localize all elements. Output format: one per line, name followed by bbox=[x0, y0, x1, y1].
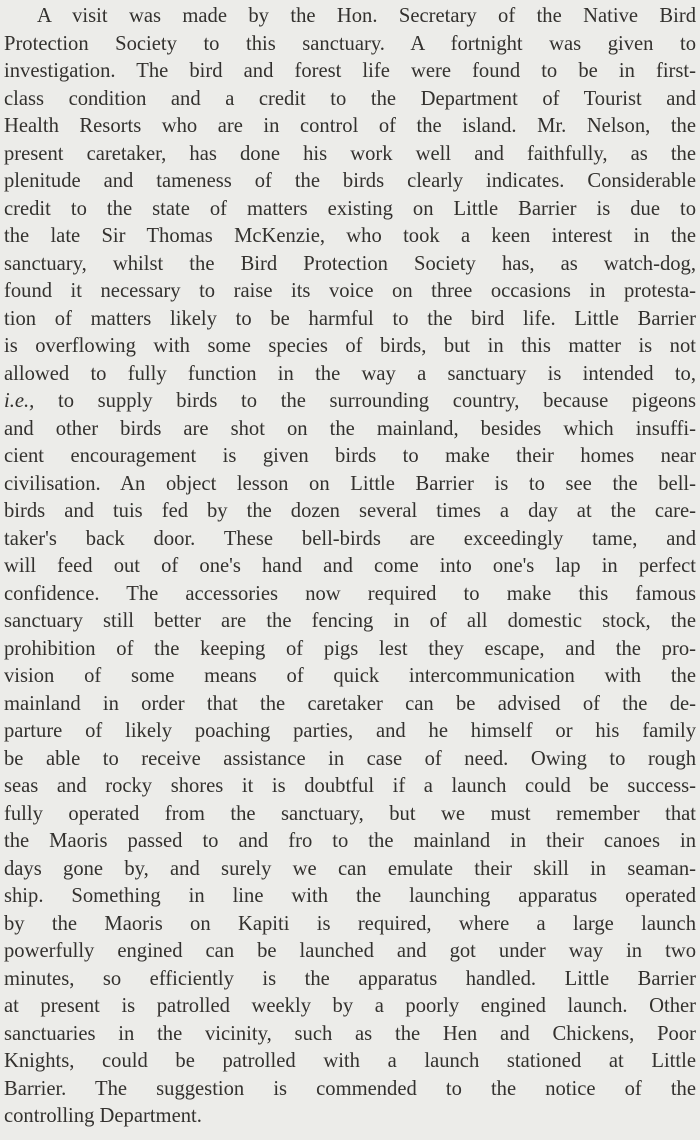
text-line: and other birds are shot on the mainland, besides which insuffi- bbox=[4, 417, 696, 440]
text-line: controlling Department. bbox=[4, 1105, 202, 1127]
text-line: Barrier. The suggestion is commended to the notice of the bbox=[4, 1077, 696, 1100]
text-line: by the Maoris on Kapiti is required, where a large launch bbox=[4, 912, 696, 935]
text-line: class condition and a credit to the Department of Tourist and bbox=[4, 87, 696, 110]
text-line: civilisation. An object lesson on Little Barrier is to see the bell- bbox=[4, 472, 696, 495]
text-line: the Maoris passed to and fro to the mainland in their canoes in bbox=[4, 830, 696, 852]
text-line: will feed out of one's hand and come into one's lap in perfect bbox=[4, 555, 696, 577]
text-line: minutes, so efficiently is the apparatus handled. Little Barrier bbox=[4, 967, 696, 990]
text-line: parture of likely poaching parties, and he himself or his family bbox=[4, 720, 696, 742]
text-line: credit to the state of matters existing on Little Barrier is due to bbox=[4, 197, 696, 220]
text-line: be able to receive assistance in case of need. Owing to rough bbox=[4, 747, 696, 770]
text-line: present caretaker, has done his work well and faithfully, as the bbox=[4, 142, 696, 165]
paragraph bbox=[4, 3, 700, 1131]
text-line: seas and rocky shores it is doubtful if a launch could be success- bbox=[4, 775, 696, 797]
text-line: Knights, could be patrolled with a launch stationed at Little bbox=[4, 1050, 696, 1072]
text-line: cient encouragement is given birds to make their homes near bbox=[4, 445, 696, 467]
text-line: mainland in order that the caretaker can be advised of the de- bbox=[4, 692, 696, 715]
text-line: days gone by, and surely we can emulate their skill in seaman- bbox=[4, 857, 696, 880]
text-line: plenitude and tameness of the birds clearly indicates. Considerable bbox=[4, 170, 696, 192]
text-line: taker's back door. These bell-birds are exceedingly tame, and bbox=[4, 527, 696, 550]
text-line: investigation. The bird and forest life were found to be in first- bbox=[4, 60, 696, 82]
text-line: the late Sir Thomas McKenzie, who took a keen interest in the bbox=[4, 225, 696, 247]
text-line: birds and tuis fed by the dozen several times a day at the care- bbox=[4, 500, 696, 522]
text-line: Health Resorts who are in control of the island. Mr. Nelson, the bbox=[4, 115, 696, 137]
text-line: tion of matters likely to be harmful to the bird life. Little Barrier bbox=[4, 307, 696, 330]
text-line: is overflowing with some species of birds, but in this matter is not bbox=[4, 335, 696, 357]
text-line-rest: to supply birds to the surrounding country, because pigeons bbox=[57, 390, 696, 412]
text-line: ship. Something in line with the launching apparatus operated bbox=[4, 885, 696, 907]
text-line: sanctuary, whilst the Bird Protection Society has, as watch-dog, bbox=[4, 252, 696, 275]
text-line-with-italic bbox=[4, 388, 696, 416]
text-line: confidence. The accessories now required to make this famous bbox=[4, 582, 696, 605]
text-line: powerfully engined can be launched and got under way in two bbox=[4, 940, 696, 962]
text-line: vision of some means of quick intercommunication with the bbox=[4, 665, 696, 687]
text-line: fully operated from the sanctuary, but we must remember that bbox=[4, 802, 696, 825]
text-line: allowed to fully function in the way a sanctuary is intended to, bbox=[4, 362, 696, 385]
text-line: prohibition of the keeping of pigs lest they escape, and the pro- bbox=[4, 637, 696, 660]
text-line: Protection Society to this sanctuary. A fortnight was given to bbox=[4, 32, 696, 55]
text-line: found it necessary to raise its voice on three occasions in protesta- bbox=[4, 280, 696, 302]
italic-abbreviation: i.e., bbox=[4, 390, 35, 412]
text-line: sanctuary still better are the fencing in of all domestic stock, the bbox=[4, 610, 696, 632]
text-line: A visit was made by the Hon. Secretary of the Native Bird bbox=[37, 5, 696, 27]
text-line: at present is patrolled weekly by a poorly engined launch. Other bbox=[4, 995, 696, 1017]
text-line: sanctuaries in the vicinity, such as the Hen and Chickens, Poor bbox=[4, 1022, 696, 1045]
